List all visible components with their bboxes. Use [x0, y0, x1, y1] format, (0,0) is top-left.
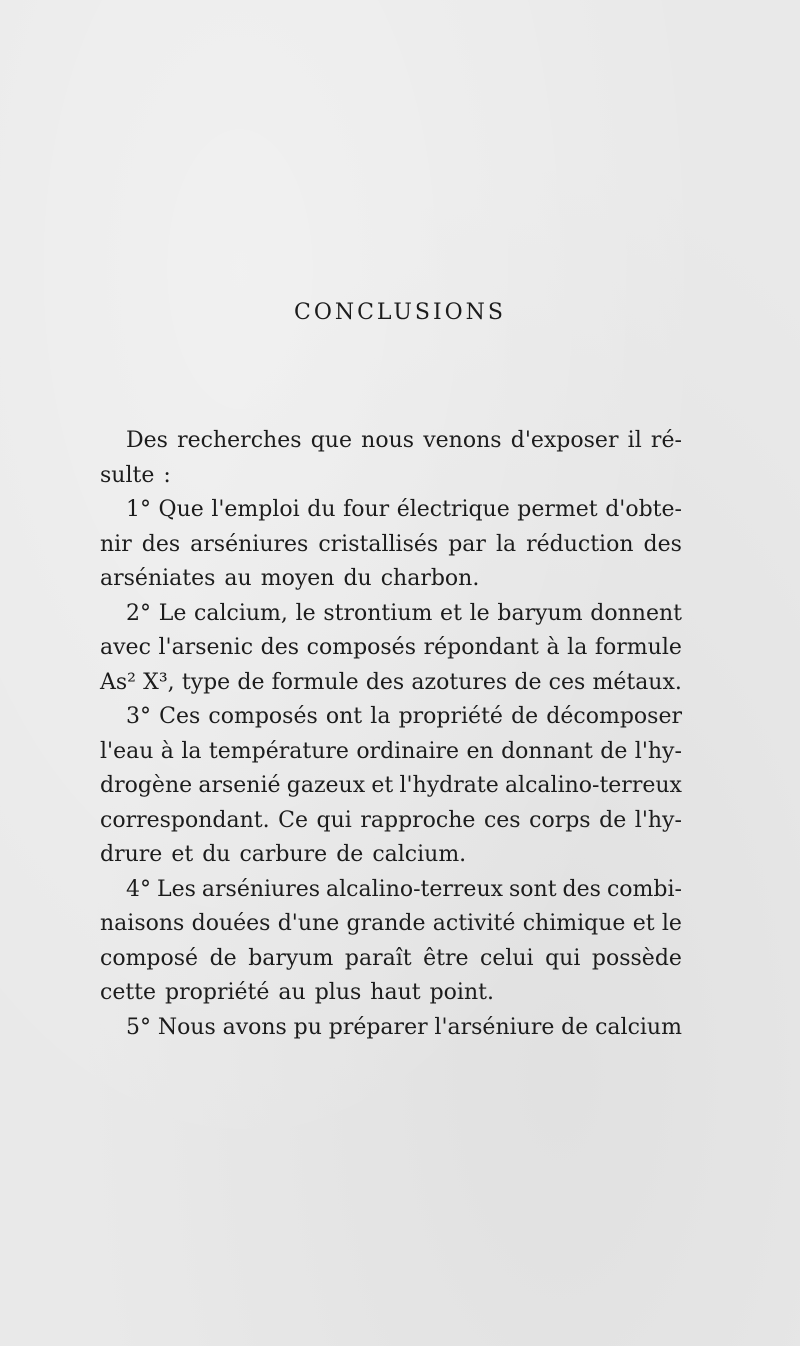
body-text — [100, 424, 682, 1045]
word: ces — [548, 669, 586, 695]
word: métaux. — [592, 669, 682, 695]
text-line — [100, 942, 682, 977]
word: : — [163, 462, 171, 488]
word: 3° — [126, 704, 151, 729]
word: qui — [316, 807, 352, 833]
word: possède — [591, 945, 682, 971]
text-line — [100, 907, 682, 942]
word: carbure — [239, 842, 328, 867]
word: cristallisés — [318, 531, 439, 557]
word: de — [514, 669, 542, 695]
word: donnent — [590, 600, 682, 626]
word: Le — [158, 600, 187, 626]
word: l'hydrate — [399, 773, 499, 798]
word: répondant — [423, 635, 539, 660]
word: pu — [293, 1014, 322, 1040]
word: calcium — [595, 1014, 682, 1040]
word: paraît — [344, 945, 412, 971]
word: d'obte- — [605, 497, 682, 522]
word: drure — [100, 842, 163, 867]
text-line — [100, 976, 682, 1011]
word: celui — [480, 945, 534, 971]
word: Ce — [278, 807, 308, 833]
word: de — [237, 669, 265, 695]
word: le — [661, 911, 682, 936]
word: électrique — [396, 497, 510, 522]
word: type — [181, 669, 231, 695]
word: en — [466, 738, 494, 764]
word: sulte — [100, 462, 155, 488]
word: la — [495, 531, 517, 557]
word: propriété — [398, 704, 503, 729]
word: baryum — [248, 945, 334, 971]
word: calcium. — [372, 842, 467, 867]
word: au — [278, 980, 306, 1005]
word: moyen — [260, 566, 335, 591]
word: température — [208, 738, 349, 764]
word: permet — [517, 497, 598, 522]
word: plus — [314, 980, 362, 1005]
word: du — [307, 497, 336, 522]
word: des — [562, 876, 601, 902]
word: de — [511, 704, 539, 729]
word: venons — [423, 428, 502, 453]
word: Les — [156, 876, 196, 902]
word: la — [567, 635, 588, 660]
word: de — [209, 945, 237, 971]
word: corps — [529, 807, 591, 833]
word: drogène — [100, 773, 193, 798]
word: sont — [509, 876, 557, 902]
text-line — [100, 424, 682, 459]
word: l'hy- — [634, 738, 682, 764]
word: arséniures — [190, 531, 309, 557]
word: composés — [306, 635, 416, 660]
text-line — [100, 838, 682, 873]
word: correspondant. — [100, 807, 270, 833]
word: des — [141, 531, 181, 557]
word: cette — [100, 980, 157, 1005]
word: et — [371, 773, 394, 798]
word: charbon. — [380, 566, 480, 591]
word: et — [632, 911, 655, 936]
word: chimique — [522, 911, 626, 936]
word: gazeux — [286, 773, 366, 798]
word: la — [370, 704, 391, 729]
word: préparer — [328, 1014, 428, 1040]
word: arséniates — [100, 566, 216, 591]
word: Des — [126, 428, 168, 453]
text-line — [100, 666, 682, 701]
word: du — [202, 842, 231, 867]
word: qui — [545, 945, 581, 971]
word: ré- — [650, 428, 682, 453]
word: 5° — [126, 1014, 151, 1040]
word: nous — [361, 428, 415, 453]
word: être — [423, 945, 469, 971]
word: naisons — [100, 911, 185, 936]
word: à — [160, 738, 174, 764]
word: par — [448, 531, 486, 557]
word: que — [310, 428, 352, 453]
word: le — [295, 600, 316, 626]
word: activité — [432, 911, 516, 936]
word: l'hy- — [634, 807, 682, 833]
word: avons — [222, 1014, 287, 1040]
word: calcium, — [194, 600, 288, 626]
word: recherches — [177, 428, 302, 453]
text-line — [100, 562, 682, 597]
word: nir — [100, 531, 132, 557]
word: d'exposer — [510, 428, 619, 453]
word: l'eau — [100, 738, 154, 764]
word: composé — [100, 945, 199, 971]
word: de — [336, 842, 364, 867]
word: azotures — [411, 669, 508, 695]
word: au — [224, 566, 252, 591]
word: l'emploi — [211, 497, 300, 522]
word: douées — [191, 911, 271, 936]
word: baryum — [497, 600, 583, 626]
word: des — [365, 669, 405, 695]
text-line — [100, 804, 682, 839]
word: haut — [370, 980, 421, 1005]
word: réduction — [526, 531, 634, 557]
word: arséniures — [201, 876, 321, 902]
word: rapproche — [360, 807, 476, 833]
text-line — [100, 459, 682, 494]
word: à — [546, 635, 560, 660]
word: alcalino-terreux — [326, 876, 504, 902]
word: Ces — [159, 704, 201, 729]
word: d'une — [277, 911, 340, 936]
word: de — [561, 1014, 589, 1040]
text-line — [100, 873, 682, 908]
word: 2° — [126, 600, 151, 626]
word: ont — [325, 704, 363, 729]
word: l'arsenic — [158, 635, 254, 660]
word: 4° — [126, 876, 151, 902]
word: combi- — [606, 876, 682, 902]
word: donnant — [501, 738, 593, 764]
word: décomposer — [546, 704, 682, 729]
word: et — [440, 600, 462, 626]
text-line — [100, 769, 682, 804]
word: 1° — [126, 497, 151, 522]
word: l'arséniure — [434, 1014, 555, 1040]
word: il — [627, 428, 642, 453]
word: Que — [158, 497, 204, 522]
word: avec — [100, 635, 151, 660]
page-title: CONCLUSIONS — [293, 300, 507, 325]
word: du — [343, 566, 372, 591]
word: point. — [429, 980, 494, 1005]
word: strontium — [323, 600, 433, 626]
word: alcalino-terreux — [504, 773, 682, 798]
word: des — [643, 531, 682, 557]
word: des — [260, 635, 300, 660]
word: propriété — [165, 980, 270, 1005]
word: X³, — [143, 669, 175, 695]
text-line — [100, 631, 682, 666]
word: la — [181, 738, 202, 764]
word: de — [599, 807, 627, 833]
text-line — [100, 528, 682, 563]
word: four — [343, 497, 390, 522]
text-line — [100, 493, 682, 528]
word: ordinaire — [356, 738, 460, 764]
word: de — [600, 738, 628, 764]
word: Nous — [157, 1014, 216, 1040]
word: formule — [271, 669, 359, 695]
text-line — [100, 597, 682, 632]
word: composés — [208, 704, 318, 729]
text-line — [100, 1011, 682, 1046]
word: grande — [346, 911, 426, 936]
word: ces — [483, 807, 521, 833]
word: et — [171, 842, 194, 867]
word: formule — [594, 635, 682, 660]
word: le — [469, 600, 490, 626]
word: arsenié — [198, 773, 281, 798]
text-line — [100, 700, 682, 735]
text-line — [100, 735, 682, 770]
word: As² — [100, 669, 136, 695]
